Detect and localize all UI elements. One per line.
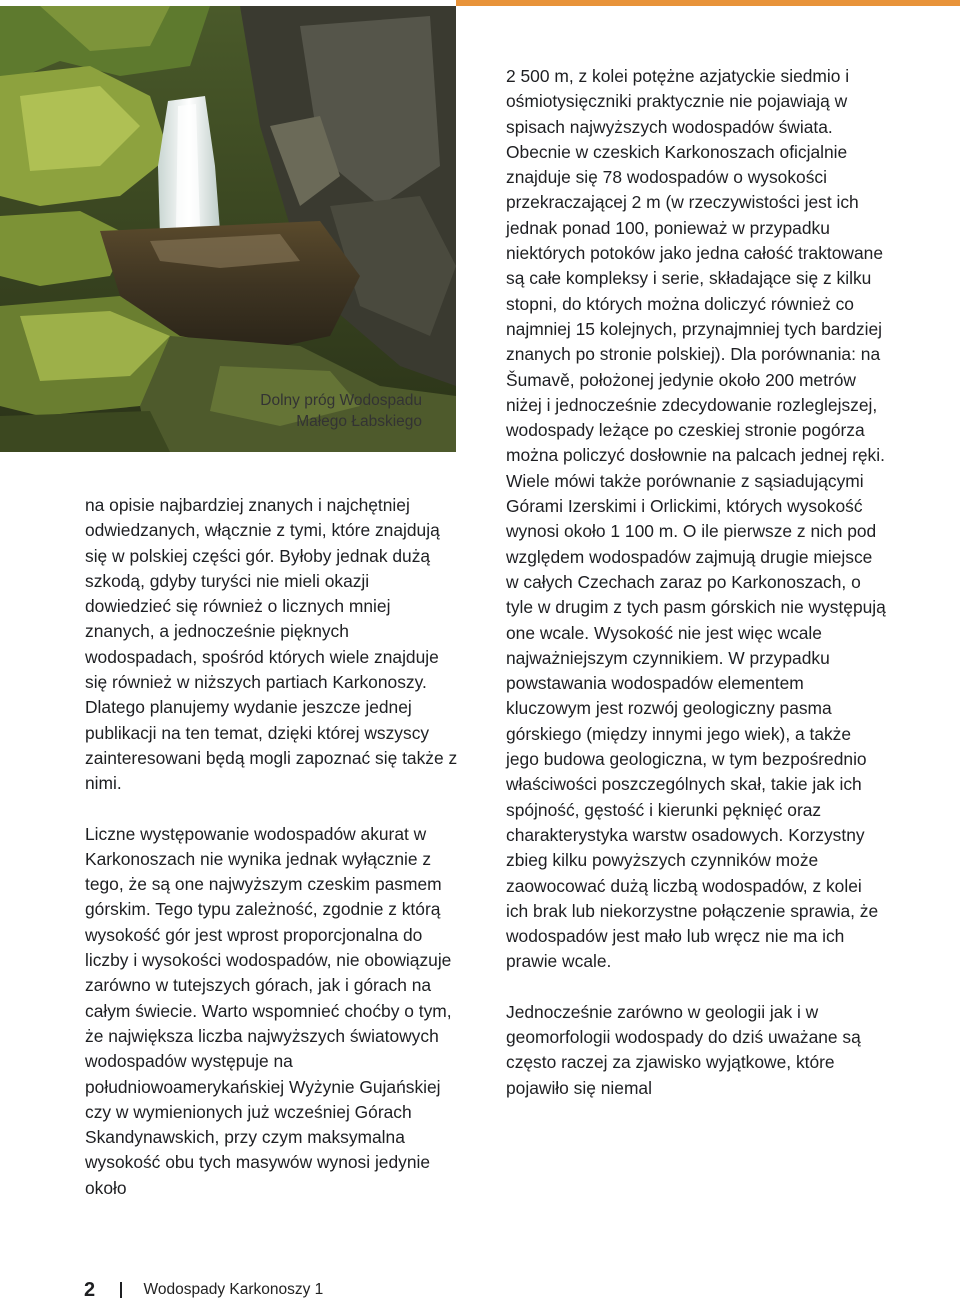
right-paragraph-2: Jednocześnie zarówno w geologii jak i w geomorfologii wodospady do dziś uważane są często raczej za zjawisko wyjątkowe, które pojawiło się niemal [506,1001,861,1098]
right-text-column [506,64,886,1101]
page-footer [84,1276,323,1304]
photo-caption [122,390,422,432]
top-accent-rule [456,0,960,6]
waterfall-photo [0,6,456,452]
left-paragraph-1: na opisie najbardziej znanych i najchętniej odwiedzanych, włącznie z tymi, które znajdują się w polskiej części gór. Byłoby jednak dużą szkodą, gdyby turyści nie mieli okazji dowiedzieć się również o licznych mniej znanych, a jednocześnie pięknych wodospadach, spośród których wiele znajduje się również w niższych partiach Karkonoszy. Dlatego planujemy wydanie jeszcze jednej publikacji na ten temat, dzięki której wszyscy zainteresowani będą mogli zapoznać się także z nimi. [85,495,458,794]
page-number: 2 [84,1278,96,1301]
left-text-column [85,493,460,1201]
right-paragraph-1: 2 500 m, z kolei potężne azjatyckie siedmio i ośmiotysięczniki praktycznie nie pojawiają w spisach najwyższych wodospadów świata. Obecnie w czeskich Karkonoszach oficjalnie znajduje się 78 wodospadów o wysokości przekraczającej 2 m (w rzeczywistości jest ich jednak ponad 100, ponieważ w przypadku niektórych potoków jako jedna całość traktowane są całe kompleksy i serie, składające się z kilku stopni, do których można doliczyć również co najmniej 15 kolejnych, przynajmniej tych bardziej znanych po stronie polskiej). Dla porównania: na Šumavě, położonej jedynie około 200 metrów niżej i jednocześnie zdecydowanie rozleglejszej, wodospady leżące po czeskiej stronie pogórza można policzyć dosłownie na palcach jednej ręki. Wiele mówi także porównanie z sąsiadującymi Górami Izerskimi i Orlickimi, których wysokość wynosi około 1 100 m. O ile pierwsze z nich pod względem wodospadów zajmują drugie miejsce w całych Czechach zaraz po Karkonoszach, o tyle w drugim z tych pasm górskich nie występują one wcale. Wysokość nie jest więc wcale najważniejszym czynnikiem. W przypadku powstawania wodospadów elementem kluczowym jest rozwój geologiczny pasma górskiego (między innymi jego wiek), a także jego budowa geologiczna, w tym bezpośrednio właściwości poszczególnych skał, takie jak ich spójność, gęstość i kierunki pęknięć oraz charakterystyka warstw osadowych. Korzystny zbieg kilku powyższych czynników może zaowocować dużą liczbą wodospadów, z kolei ich brak lub niekorzystne połączenie sprawia, że wodospadów jest mało lub wręcz nie ma ich prawie wcale. [506,66,886,972]
publication-title: Wodospady Karkonoszy 1 [143,1281,324,1298]
footer-divider [120,1282,122,1298]
caption-line-1: Dolny próg Wodospadu [260,392,422,409]
caption-line-2: Małego Łabskiego [296,413,422,430]
left-paragraph-2: Liczne występowanie wodospadów akurat w Karkonoszach nie wynika jednak wyłącznie z tego, że są one najwyższym czeskim pasmem górskim. Tego typu zależność, zgodnie z którą wysokość gór jest wprost proporcjonalna do liczby i wysokości wodospadów, nie obowiązuje zarówno w tutejszych górach, jak i górach na całym świecie. Warto wspomnieć choćby o tym, że największa liczba najwyższych światowych wodospadów występuje na południowoamerykańskiej Wyżynie Gujańskiej czy w wymienionych już wcześniej Górach Skandynawskich, przy czym maksymalna wysokość obu tych masywów wynosi jedynie około [85,823,452,1198]
